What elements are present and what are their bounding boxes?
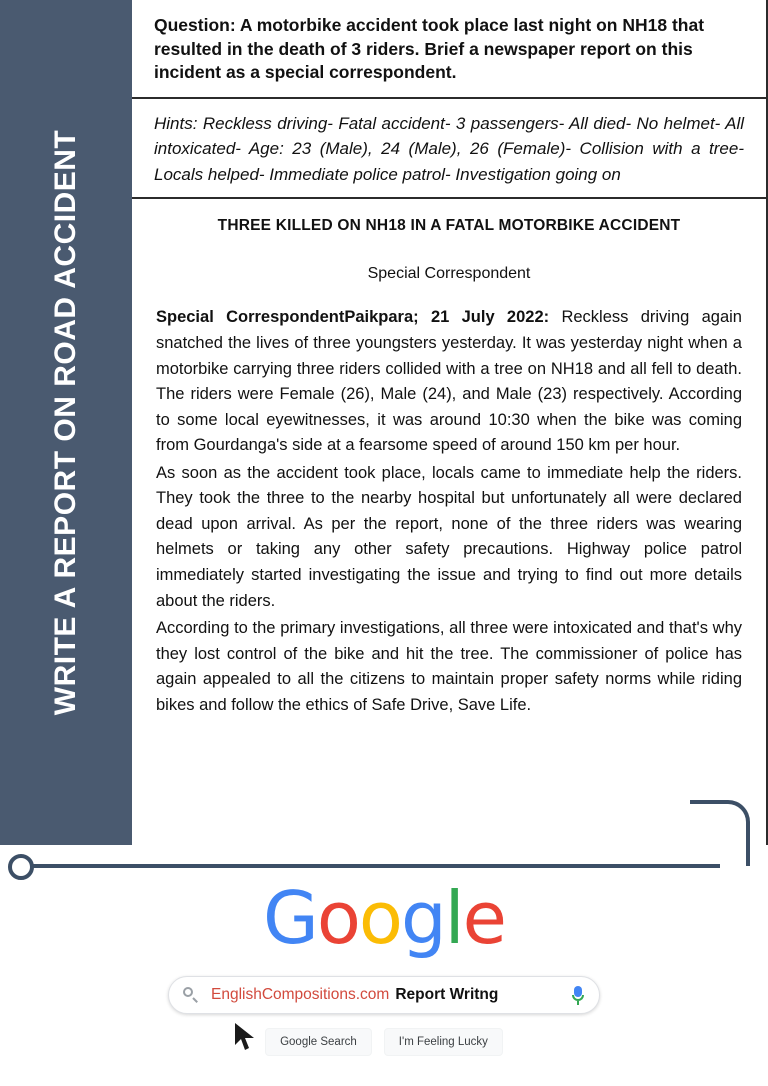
document-panel [132,0,768,845]
logo-letter-o2: o [358,876,401,960]
logo-letter-l: l [444,876,463,960]
logo-letter-o1: o [316,876,359,960]
article-dateline: Special CorrespondentPaikpara; 21 July 2022: [156,308,550,327]
logo-letter-e: e [462,876,505,960]
question-box [132,0,766,99]
feeling-lucky-button[interactable]: I'm Feeling Lucky [384,1028,503,1056]
google-search-block [0,872,768,1086]
vertical-banner [0,0,132,845]
hints-text: Hints: Reckless driving- Fatal accident- 3 passengers- All died- No helmet- All intoxicated- Age: 23 (Male), 24 (Male), 26 (Female)- Collision with a tree- Locals helped- Immediate police patrol- Investigation going on [154,113,744,184]
decorative-line [20,864,720,868]
mouse-cursor-icon [232,1022,258,1052]
article-paragraph-2: As soon as the accident took place, locals came to immediate help the riders. They took the three to the nearby hospital but unfortunately all were declared dead upon arrival. As per the report, none of the three riders was wearing helmets or taking any other safety precautions. Highway police patrol immediately started investigating the issue and trying to find out more details about the riders. [156,463,742,610]
google-logo [0,872,768,960]
article-paragraph-1-text: Reckless driving again snatched the lives of three youngsters yesterday. It was yesterday night when a motorbike carrying three riders collided with a tree on NH18 and all fell to death. The riders were Female (26), Male (24), and Male (23) respectively. According to some local eyewitnesses, it was around 10:30 when the bike was coming from Gourdanga's side at a fearsome speed of around 150 km per hour. [156,308,742,455]
google-search-button[interactable]: Google Search [265,1028,372,1056]
microphone-icon[interactable] [571,985,585,1005]
hints-box [132,99,766,200]
search-icon [183,987,199,1003]
search-bar[interactable] [168,976,600,1014]
article-paragraph-3: According to the primary investigations, all three were intoxicated and that's why they lost control of the bike and hit the tree. The commissioner of police has again appealed to all the citizens to maintain proper safety norms while riding bikes and follow the ethics of Safe Drive, Save Life. [156,619,742,714]
article-body [132,199,766,728]
google-buttons-row [168,1028,600,1056]
search-query-text: Report Writng [395,986,499,1003]
logo-letter-g1: G [263,876,317,960]
banner-title: WRITE A REPORT ON ROAD ACCIDENT [49,129,82,716]
article-headline: THREE KILLED ON NH18 IN A FATAL MOTORBIKE ACCIDENT [217,217,681,235]
search-site-text: EnglishCompositions.com [211,986,390,1003]
article-paragraph-1 [156,305,742,458]
question-text: Question: A motorbike accident took place last night on NH18 that resulted in the death of 3 riders. Brief a newspaper report on this incident as a special correspondent. [154,15,705,83]
search-input[interactable] [211,986,561,1004]
article-byline: Special Correspondent [367,265,531,283]
logo-letter-g2: g [400,876,445,960]
